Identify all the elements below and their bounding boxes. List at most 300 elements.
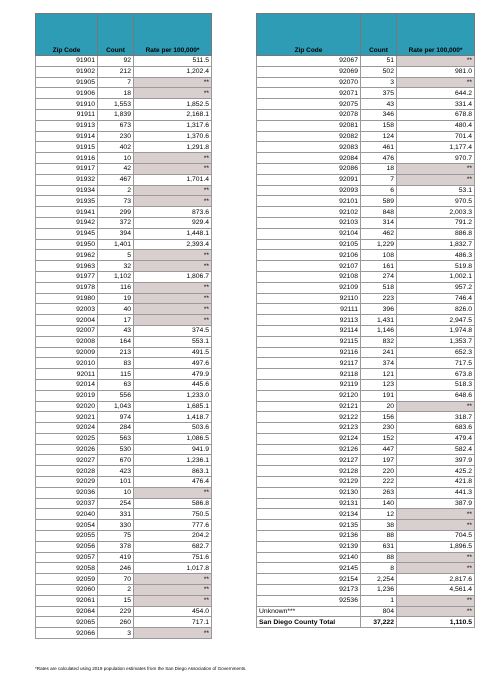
zip-code-cell: 92108 (257, 271, 361, 282)
table-row (36, 250, 212, 261)
count-cell: 330 (98, 520, 134, 531)
rate-cell: ** (397, 595, 475, 606)
table-row (36, 185, 212, 196)
zip-code-cell: 91917 (36, 163, 98, 174)
table-row (257, 120, 475, 131)
zip-code-cell: 91963 (36, 261, 98, 272)
count-cell: 12 (361, 509, 397, 520)
count-cell: 164 (98, 336, 134, 347)
count-cell: 1,102 (98, 271, 134, 282)
count-cell: 63 (98, 379, 134, 390)
zip-code-cell: 91910 (36, 99, 98, 110)
count-cell: 70 (98, 574, 134, 585)
table-row (36, 239, 212, 250)
count-cell: 229 (98, 606, 134, 617)
table-row (36, 142, 212, 153)
table-row (36, 552, 212, 563)
left-zip-table (35, 13, 212, 639)
table-row (36, 228, 212, 239)
table-row (36, 196, 212, 207)
zip-code-cell: 92139 (257, 541, 361, 552)
zip-code-cell: 92061 (36, 595, 98, 606)
table-row (36, 628, 212, 639)
rate-cell: 1,974.8 (397, 325, 475, 336)
zip-code-header: Zip Code (257, 14, 361, 56)
count-cell: 1 (361, 595, 397, 606)
zip-code-cell: 92075 (257, 99, 361, 110)
table-row (36, 207, 212, 218)
table-row (36, 66, 212, 77)
rate-cell: 445.6 (134, 379, 212, 390)
count-cell: 108 (361, 250, 397, 261)
right-table-body (257, 56, 475, 628)
table-row (36, 109, 212, 120)
rate-cell: ** (397, 520, 475, 531)
zip-code-cell: 92536 (257, 595, 361, 606)
zip-code-cell: 92071 (257, 88, 361, 99)
table-row (36, 120, 212, 131)
count-cell: 1,401 (98, 239, 134, 250)
table-row (36, 520, 212, 531)
zip-code-cell: 92058 (36, 563, 98, 574)
rate-cell: 2,947.5 (397, 315, 475, 326)
rate-cell: 1,418.7 (134, 412, 212, 423)
table-row (257, 433, 475, 444)
rate-cell: 476.4 (134, 477, 212, 488)
rate-cell: 701.4 (397, 131, 475, 142)
rate-cell: 746.4 (397, 293, 475, 304)
rate-cell: ** (134, 77, 212, 88)
rate-cell: 1,017.8 (134, 563, 212, 574)
table-row (36, 347, 212, 358)
zip-code-cell: 92021 (36, 412, 98, 423)
count-cell: 402 (98, 142, 134, 153)
count-cell: 5 (98, 250, 134, 261)
count-cell: 2 (98, 585, 134, 596)
count-cell: 263 (361, 487, 397, 498)
zip-code-cell: 91945 (36, 228, 98, 239)
zip-code-cell: 92007 (36, 325, 98, 336)
table-row (36, 99, 212, 110)
zip-code-cell: 92091 (257, 174, 361, 185)
table-row (36, 88, 212, 99)
count-cell: 20 (361, 401, 397, 412)
table-row (36, 401, 212, 412)
rate-cell: ** (134, 628, 212, 639)
rate-cell: ** (134, 185, 212, 196)
count-cell: 254 (98, 498, 134, 509)
count-cell: 502 (361, 66, 397, 77)
table-row (36, 163, 212, 174)
count-cell: 374 (361, 358, 397, 369)
zip-code-cell: 92145 (257, 563, 361, 574)
count-cell: 241 (361, 347, 397, 358)
count-cell: 447 (361, 444, 397, 455)
count-cell: 848 (361, 207, 397, 218)
rate-cell: ** (397, 606, 475, 617)
table-row (257, 455, 475, 466)
zip-code-cell: 92122 (257, 412, 361, 423)
zip-code-cell: 92140 (257, 552, 361, 563)
count-cell: 274 (361, 271, 397, 282)
count-cell: 530 (98, 444, 134, 455)
rate-cell: ** (134, 163, 212, 174)
rate-cell: 421.8 (397, 477, 475, 488)
rate-cell: 682.7 (134, 541, 212, 552)
rate-cell: ** (134, 293, 212, 304)
rate-cell: 479.4 (397, 433, 475, 444)
table-row (257, 444, 475, 455)
rate-cell: 1,806.7 (134, 271, 212, 282)
count-cell: 476 (361, 153, 397, 164)
count-cell: 631 (361, 541, 397, 552)
table-row (36, 531, 212, 542)
count-cell: 32 (98, 261, 134, 272)
count-cell: 75 (98, 531, 134, 542)
zip-code-cell: 92110 (257, 293, 361, 304)
rate-cell: 204.2 (134, 531, 212, 542)
footnote: *Rates are calculated using 2019 population estimates from the San Diego Association of Governments. (35, 666, 247, 671)
zip-code-cell: 92064 (36, 606, 98, 617)
zip-code-cell: 92028 (36, 466, 98, 477)
count-cell: 394 (98, 228, 134, 239)
table-row (257, 541, 475, 552)
count-cell: 346 (361, 109, 397, 120)
zip-code-cell: 91980 (36, 293, 98, 304)
count-cell: 220 (361, 466, 397, 477)
table-row (36, 444, 212, 455)
count-cell: 284 (98, 423, 134, 434)
zip-code-cell: Unknown*** (257, 606, 361, 617)
rate-cell: 2,817.6 (397, 574, 475, 585)
count-cell: 260 (98, 617, 134, 628)
count-cell: 3 (98, 628, 134, 639)
table-row (36, 336, 212, 347)
rate-header: Rate per 100,000* (397, 14, 475, 56)
count-cell: 10 (98, 487, 134, 498)
table-row (36, 153, 212, 164)
table-row (257, 131, 475, 142)
rate-cell: ** (397, 552, 475, 563)
count-cell: 88 (361, 531, 397, 542)
zip-code-cell: 92129 (257, 477, 361, 488)
zip-code-cell: 92057 (36, 552, 98, 563)
zip-code-cell: 92119 (257, 379, 361, 390)
table-row (36, 617, 212, 628)
zip-code-cell: 92113 (257, 315, 361, 326)
table-row (257, 509, 475, 520)
table-row (257, 261, 475, 272)
count-cell: 18 (361, 163, 397, 174)
count-cell: 1,553 (98, 99, 134, 110)
header-row (36, 14, 212, 56)
table-row (257, 228, 475, 239)
table-row (36, 477, 212, 488)
rate-cell: ** (134, 595, 212, 606)
table-row (257, 390, 475, 401)
zip-code-cell: 92078 (257, 109, 361, 120)
count-cell: 314 (361, 217, 397, 228)
zip-code-cell: 92134 (257, 509, 361, 520)
table-row (257, 606, 475, 617)
zip-code-cell: 92008 (36, 336, 98, 347)
table-row (257, 99, 475, 110)
table-row (257, 66, 475, 77)
rate-cell: ** (134, 196, 212, 207)
rate-cell: 1,370.6 (134, 131, 212, 142)
count-cell: 115 (98, 369, 134, 380)
count-cell: 518 (361, 282, 397, 293)
count-cell: 230 (361, 423, 397, 434)
rate-cell: 873.6 (134, 207, 212, 218)
table-row (36, 315, 212, 326)
table-row (36, 77, 212, 88)
rate-cell: 1,317.6 (134, 120, 212, 131)
rate-cell: 1,233.0 (134, 390, 212, 401)
zip-code-cell: 92066 (36, 628, 98, 639)
table-row (257, 574, 475, 585)
table-row (257, 56, 475, 67)
rate-cell: ** (397, 77, 475, 88)
count-cell: 116 (98, 282, 134, 293)
table-row (36, 585, 212, 596)
rate-cell: 777.6 (134, 520, 212, 531)
table-row (36, 304, 212, 315)
count-cell: 8 (361, 563, 397, 574)
table-row (36, 574, 212, 585)
zip-code-cell: 92131 (257, 498, 361, 509)
zip-code-cell: 92037 (36, 498, 98, 509)
zip-code-cell: 91962 (36, 250, 98, 261)
rate-cell: 1,086.5 (134, 433, 212, 444)
count-cell: 2,254 (361, 574, 397, 585)
zip-code-cell: 91901 (36, 56, 98, 67)
count-cell: 92 (98, 56, 134, 67)
table-row (36, 369, 212, 380)
rate-cell: 957.2 (397, 282, 475, 293)
zip-code-cell: 91942 (36, 217, 98, 228)
table-row (257, 466, 475, 477)
count-cell: 3 (361, 77, 397, 88)
table-row (257, 487, 475, 498)
zip-code-cell: 92114 (257, 325, 361, 336)
zip-code-cell: 92120 (257, 390, 361, 401)
table-row (36, 217, 212, 228)
header-row (257, 14, 475, 56)
table-row (257, 520, 475, 531)
count-cell: 1,431 (361, 315, 397, 326)
zip-code-cell: 92055 (36, 531, 98, 542)
zip-code-cell: 92103 (257, 217, 361, 228)
count-cell: 1,146 (361, 325, 397, 336)
zip-code-cell: 92121 (257, 401, 361, 412)
zip-code-cell: 91932 (36, 174, 98, 185)
rate-cell: 1,701.4 (134, 174, 212, 185)
rate-cell: ** (134, 88, 212, 99)
zip-code-cell: 91906 (36, 88, 98, 99)
rate-cell: 519.8 (397, 261, 475, 272)
table-row (36, 412, 212, 423)
count-cell: 43 (98, 325, 134, 336)
rate-cell: 397.9 (397, 455, 475, 466)
count-cell: 191 (361, 390, 397, 401)
zip-code-cell: San Diego County Total (257, 617, 361, 628)
zip-code-cell: 92102 (257, 207, 361, 218)
table-row (257, 163, 475, 174)
zip-code-cell: 92059 (36, 574, 98, 585)
zip-code-cell: 92060 (36, 585, 98, 596)
count-cell: 974 (98, 412, 134, 423)
rate-cell: 1,852.5 (134, 99, 212, 110)
table-row (36, 174, 212, 185)
rate-cell: 886.8 (397, 228, 475, 239)
table-row (257, 595, 475, 606)
count-cell: 230 (98, 131, 134, 142)
count-cell: 213 (98, 347, 134, 358)
zip-code-cell: 92069 (257, 66, 361, 77)
zip-code-cell: 92130 (257, 487, 361, 498)
zip-code-cell: 91913 (36, 120, 98, 131)
rate-cell: 652.3 (397, 347, 475, 358)
rate-cell: ** (397, 509, 475, 520)
table-row (257, 142, 475, 153)
rate-cell: 374.5 (134, 325, 212, 336)
zip-code-cell: 92115 (257, 336, 361, 347)
rate-cell: 791.2 (397, 217, 475, 228)
rate-cell: 486.3 (397, 250, 475, 261)
rate-cell: 479.9 (134, 369, 212, 380)
count-cell: 88 (361, 552, 397, 563)
zip-code-cell: 92086 (257, 163, 361, 174)
rate-cell: 480.4 (397, 120, 475, 131)
left-table-body (36, 56, 212, 639)
zip-code-cell: 92010 (36, 358, 98, 369)
count-cell: 423 (98, 466, 134, 477)
count-cell: 462 (361, 228, 397, 239)
rate-cell: ** (397, 163, 475, 174)
zip-code-cell: 92106 (257, 250, 361, 261)
zip-code-cell: 91941 (36, 207, 98, 218)
count-cell: 7 (98, 77, 134, 88)
rate-cell: 941.9 (134, 444, 212, 455)
table-row (257, 153, 475, 164)
table-row (257, 358, 475, 369)
table-row (36, 498, 212, 509)
zip-code-cell: 92056 (36, 541, 98, 552)
zip-code-cell: 92025 (36, 433, 98, 444)
rate-cell: 454.0 (134, 606, 212, 617)
count-cell: 804 (361, 606, 397, 617)
table-row (257, 207, 475, 218)
count-header: Count (361, 14, 397, 56)
rate-cell: ** (134, 574, 212, 585)
count-cell: 556 (98, 390, 134, 401)
count-cell: 461 (361, 142, 397, 153)
rate-cell: 1,202.4 (134, 66, 212, 77)
rate-header: Rate per 100,000* (134, 14, 212, 56)
table-row (257, 250, 475, 261)
table-row (257, 401, 475, 412)
count-cell: 375 (361, 88, 397, 99)
zip-code-cell: 91915 (36, 142, 98, 153)
zip-code-cell: 91916 (36, 153, 98, 164)
count-cell: 73 (98, 196, 134, 207)
rate-cell: 2,168.1 (134, 109, 212, 120)
count-cell: 140 (361, 498, 397, 509)
table-row (257, 531, 475, 542)
count-cell: 832 (361, 336, 397, 347)
table-row (257, 423, 475, 434)
rate-cell: 1,236.1 (134, 455, 212, 466)
rate-cell: 1,832.7 (397, 239, 475, 250)
table-row (257, 239, 475, 250)
rate-cell: 717.5 (397, 358, 475, 369)
rate-cell: 1,002.1 (397, 271, 475, 282)
zip-code-cell: 92067 (257, 56, 361, 67)
table-row (36, 423, 212, 434)
zip-code-cell: 92173 (257, 585, 361, 596)
zip-code-cell: 92004 (36, 315, 98, 326)
count-cell: 2 (98, 185, 134, 196)
count-cell: 1,839 (98, 109, 134, 120)
rate-cell: 2,003.3 (397, 207, 475, 218)
rate-cell: ** (397, 563, 475, 574)
zip-code-cell: 92040 (36, 509, 98, 520)
zip-code-cell: 91977 (36, 271, 98, 282)
rate-cell: 750.5 (134, 509, 212, 520)
table-row (36, 541, 212, 552)
zip-code-cell: 92093 (257, 185, 361, 196)
table-row (257, 77, 475, 88)
count-cell: 1,229 (361, 239, 397, 250)
count-cell: 51 (361, 56, 397, 67)
table-row (257, 347, 475, 358)
zip-code-cell: 92070 (257, 77, 361, 88)
zip-code-cell: 92036 (36, 487, 98, 498)
table-row (257, 109, 475, 120)
count-cell: 121 (361, 369, 397, 380)
table-row (257, 282, 475, 293)
rate-cell: 518.3 (397, 379, 475, 390)
table-row (36, 293, 212, 304)
zip-code-cell: 92109 (257, 282, 361, 293)
count-cell: 6 (361, 185, 397, 196)
table-row (36, 56, 212, 67)
rate-cell: 826.0 (397, 304, 475, 315)
count-cell: 589 (361, 196, 397, 207)
table-row (257, 477, 475, 488)
zip-code-cell: 92083 (257, 142, 361, 153)
rate-cell: 511.5 (134, 56, 212, 67)
table-row (36, 358, 212, 369)
zip-code-cell: 92107 (257, 261, 361, 272)
count-cell: 152 (361, 433, 397, 444)
count-cell: 83 (98, 358, 134, 369)
rate-cell: ** (134, 250, 212, 261)
zip-code-cell: 91911 (36, 109, 98, 120)
rate-cell: 491.5 (134, 347, 212, 358)
rate-cell: 331.4 (397, 99, 475, 110)
zip-code-cell: 91914 (36, 131, 98, 142)
rate-cell: 497.6 (134, 358, 212, 369)
count-cell: 10 (98, 153, 134, 164)
count-cell: 123 (361, 379, 397, 390)
rate-cell: 751.6 (134, 552, 212, 563)
rate-cell: ** (134, 585, 212, 596)
count-cell: 40 (98, 304, 134, 315)
count-cell: 299 (98, 207, 134, 218)
rate-cell: ** (134, 261, 212, 272)
